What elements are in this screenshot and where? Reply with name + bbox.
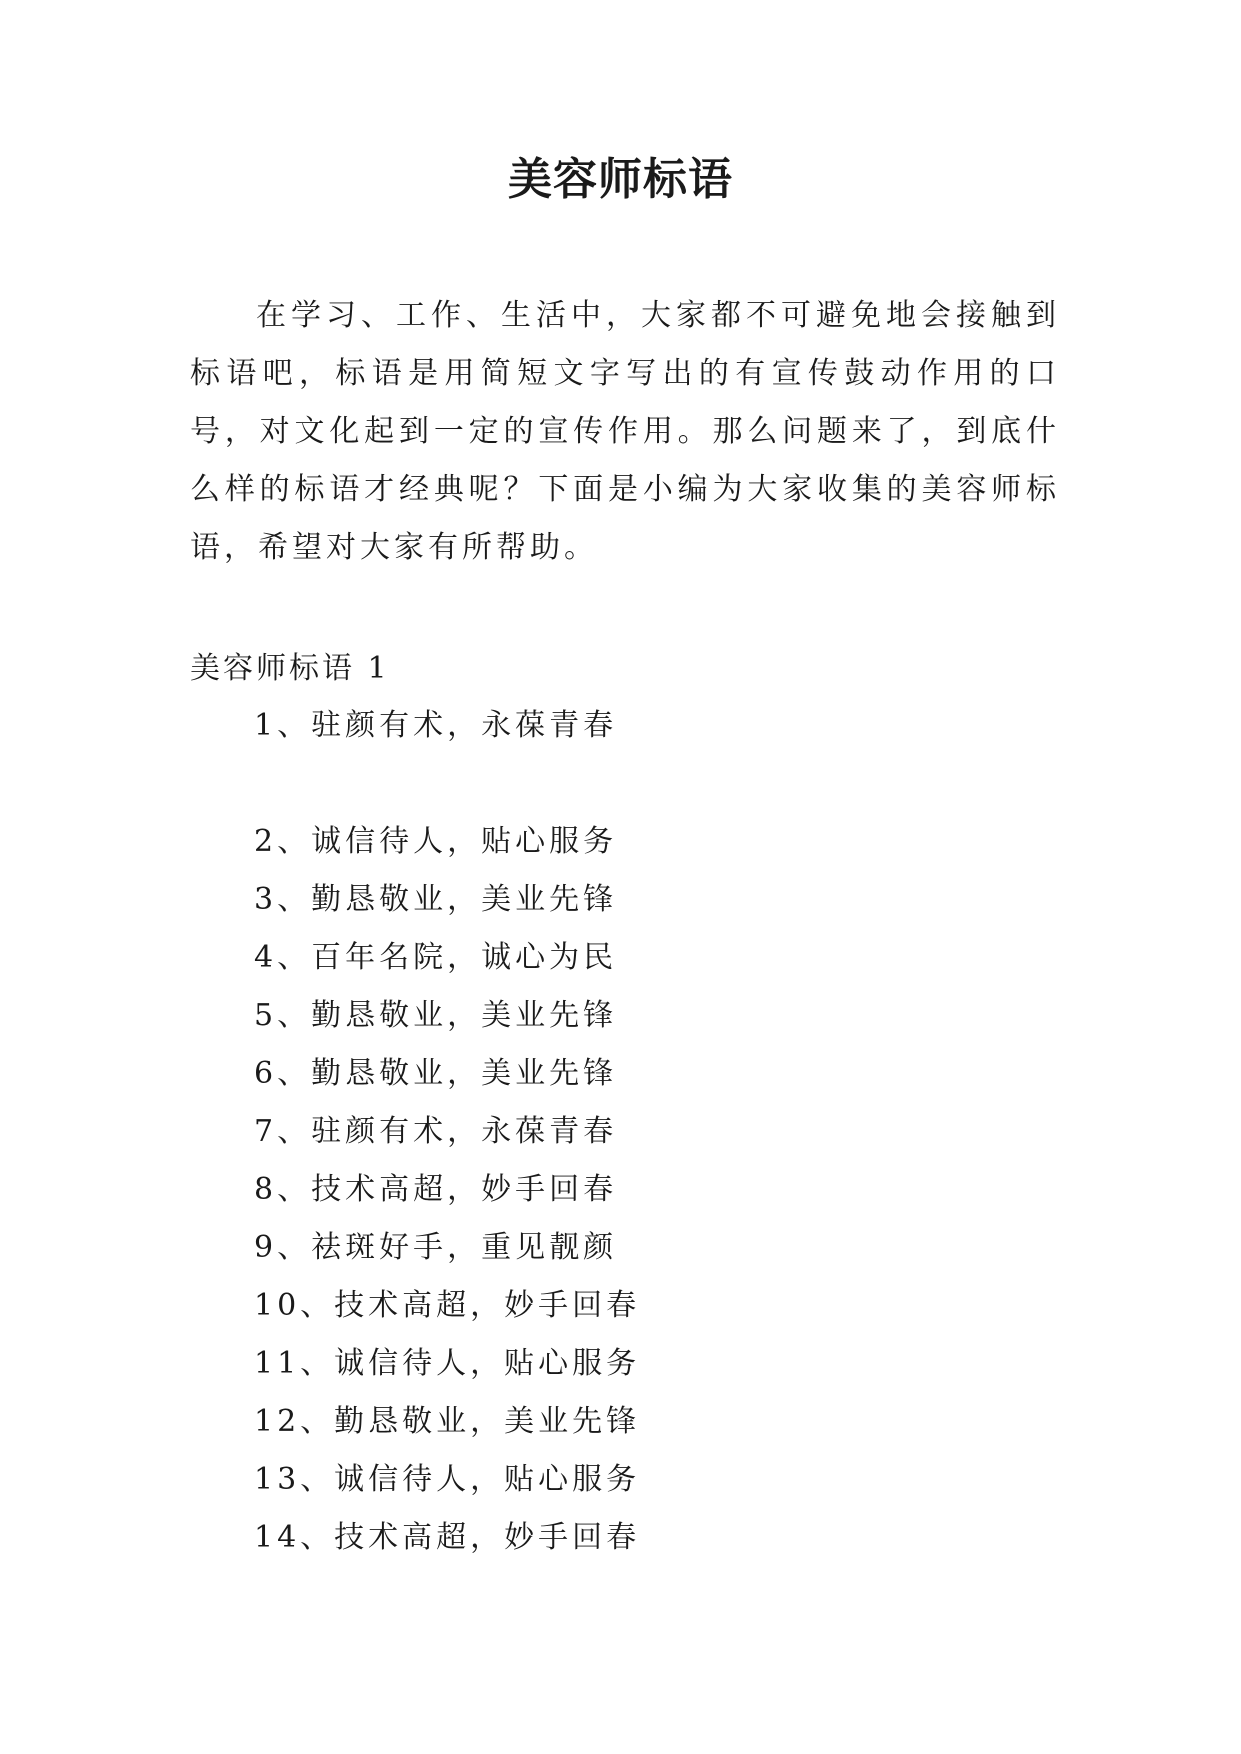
list-item: 1、驻颜有术，永葆青春 (254, 708, 618, 743)
list-item: 8、技术高超，妙手回春 (254, 1172, 618, 1207)
list-item: 12、勤恳敬业，美业先锋 (254, 1404, 641, 1439)
list-item: 3、勤恳敬业，美业先锋 (254, 882, 618, 917)
intro-paragraph: 在学习、工作、生活中，大家都不可避免地会接触到标语吧，标语是用简短文字写出的有宣传鼓动作用的口号，对文化起到一定的宣传作用。那么问题来了，到底什么样的标语才经典呢？下面是小编为大家收集的美容师标语，希望对大家有所帮助。 (190, 298, 1060, 565)
list-item: 6、勤恳敬业，美业先锋 (254, 1056, 618, 1091)
list-item: 10、技术高超，妙手回春 (254, 1288, 641, 1323)
list-item: 7、驻颜有术，永葆青春 (254, 1114, 618, 1149)
list-item: 4、百年名院，诚心为民 (254, 940, 618, 975)
list-item: 11、诚信待人，贴心服务 (254, 1346, 641, 1381)
section-heading: 美容师标语 1 (190, 651, 390, 686)
page-title: 美容师标语 (508, 154, 733, 205)
list-item: 5、勤恳敬业，美业先锋 (254, 998, 618, 1033)
list-item: 14、技术高超，妙手回春 (254, 1520, 641, 1555)
list-item: 9、祛斑好手，重见靓颜 (254, 1230, 618, 1265)
list-item: 13、诚信待人，贴心服务 (254, 1462, 641, 1497)
list-item: 2、诚信待人，贴心服务 (254, 824, 618, 859)
slogan-list (254, 697, 640, 1567)
